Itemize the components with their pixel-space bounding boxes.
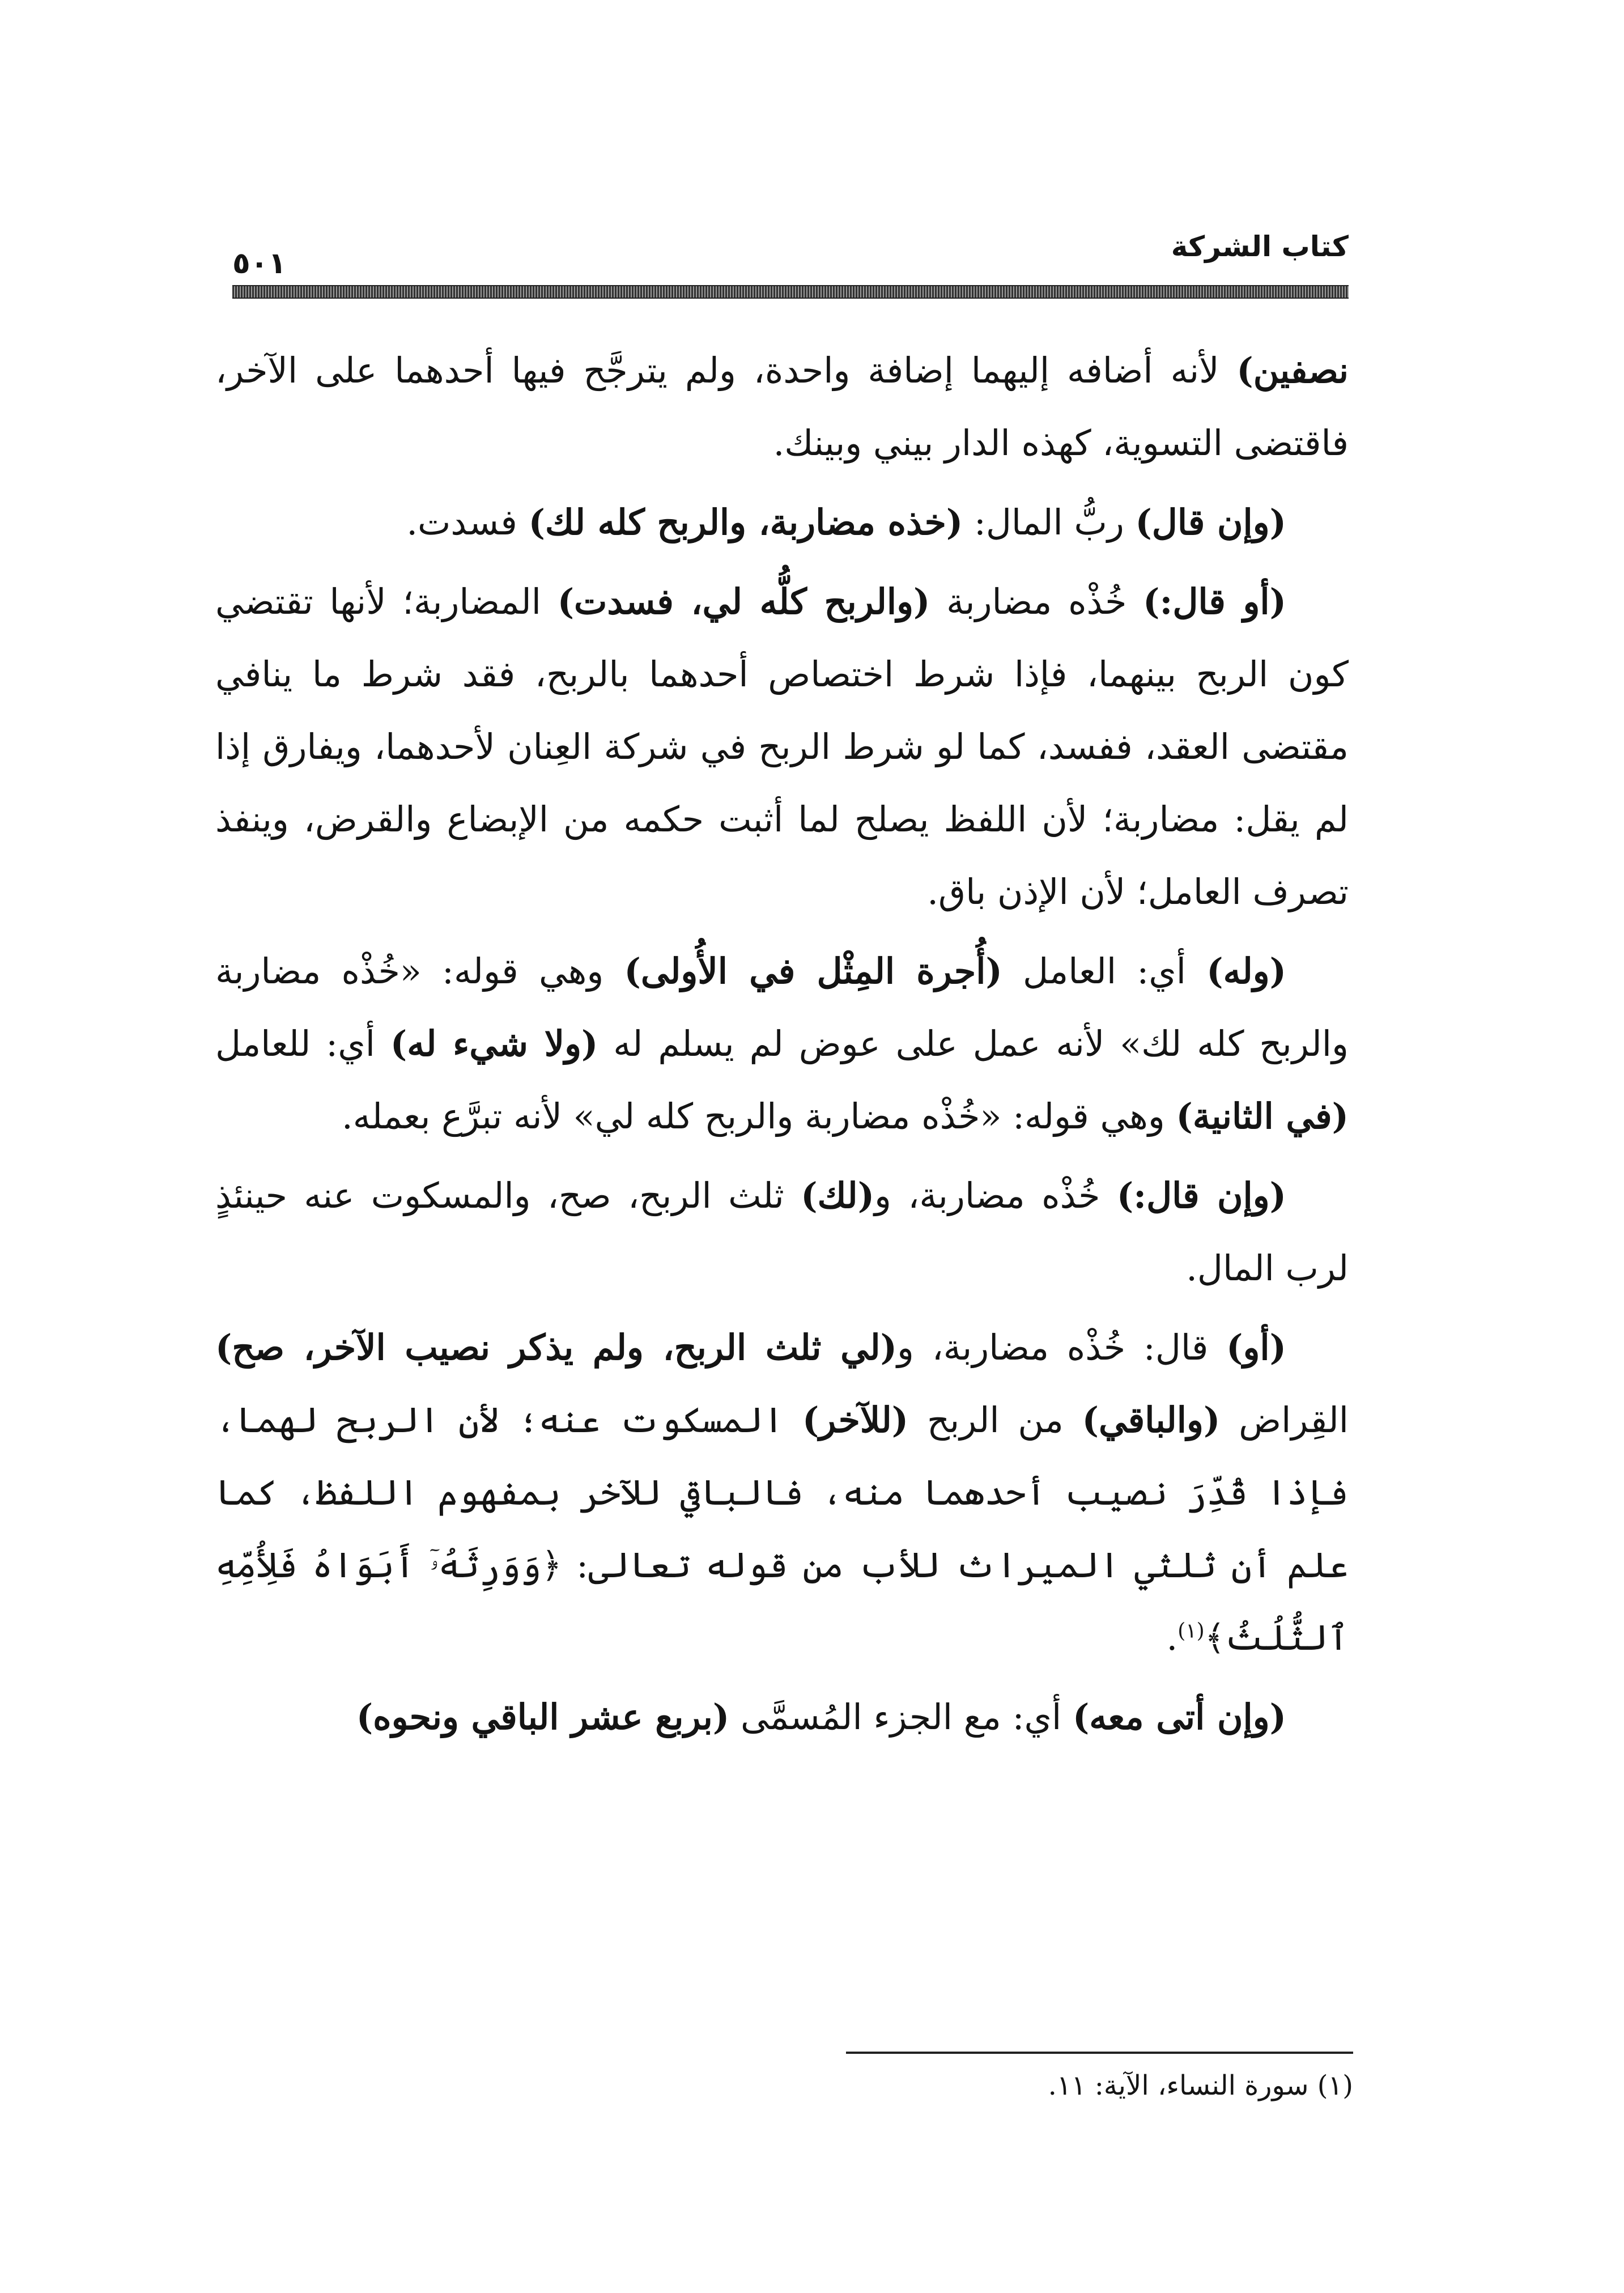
commentary-text: من الربح [908, 1399, 1082, 1441]
commentary-text: خُذْه مضاربة [930, 581, 1143, 622]
matn-text: نصفين) [1236, 350, 1349, 391]
commentary-text: فسدت. [406, 502, 529, 543]
matn-text: (خذه مضاربة، والربح كله لك) [528, 502, 963, 543]
book-title: كتاب الشركة [1171, 230, 1349, 263]
matn-text: (وإن قال) [1135, 502, 1286, 543]
commentary-text: أي: العامل [1002, 950, 1207, 992]
matn-text: (بربع عشر الباقي ونحوه) [356, 1696, 730, 1738]
main-text [215, 334, 1349, 1760]
paragraph [215, 566, 1349, 928]
paragraph [215, 334, 1349, 479]
commentary-text: وهي قوله: «خُذْه مضاربة والربح كله لك» لأنه عمل على عوض لم يسلم له [215, 950, 1349, 1064]
commentary-text: وهي قوله: «خُذْه مضاربة والربح كله لي» لأنه تبرَّع بعمله. [342, 1095, 1176, 1137]
matn-text: (وإن قال:) [1116, 1175, 1286, 1216]
commentary-text: المضاربة؛ لأنها تقتضي كون الربح بينهما، فإذا شرط اختصاص أحدهما بالربح، فقد شرط ما ينافي مقتضى العقد، ففسد، كما لو شرط الربح في شركة العِنان لأحدهما، ويفارق إذا لم يقل: مضاربة؛ لأن اللفظ يصلح لما أثبت حكمه من الإبضاع والقرض، وينفذ تصرف العامل؛ لأن الإذن باق. [215, 581, 1349, 912]
matn-text: (لي ثلث الربح، ولم يذكر نصيب الآخر، صح) [215, 1327, 898, 1368]
commentary-text: خُذْه مضاربة، و [874, 1175, 1117, 1216]
commentary-text: لأنه أضافه إليهما إضافة واحدة، ولم يترجَّح فيها أحدهما على الآخر، فاقتضى التسوية، كهذه الدار بيني وبينك. [215, 350, 1349, 464]
commentary-text: أي: مع الجزء المُسمَّى [729, 1696, 1073, 1738]
paragraph [215, 1311, 1349, 1674]
commentary-text: أي: للعامل [215, 1023, 390, 1064]
matn-text: (في الثانية) [1176, 1095, 1349, 1137]
commentary-text: القِراض [1220, 1399, 1349, 1441]
commentary-text: ربُّ المال: [963, 502, 1136, 543]
page-number: ٥٠١ [232, 247, 287, 281]
footnote: (١) سورة النساء، الآية: ١١. [1048, 2070, 1353, 2101]
footnote-marker: (١) [1177, 1619, 1205, 1643]
paragraph [215, 935, 1349, 1153]
matn-text: (والباقي) [1082, 1399, 1221, 1441]
matn-text: (وإن أتى معه) [1072, 1696, 1286, 1738]
paragraph [215, 1681, 1349, 1753]
commentary-text: ثلث الربح، صح، والمسكوت عنه حينئذٍ لرب المال. [215, 1175, 1349, 1289]
matn-text: (أو) [1226, 1327, 1286, 1368]
paragraph [215, 486, 1349, 559]
footnote-divider [846, 2052, 1353, 2054]
matn-text: (ولا شيء له) [390, 1023, 598, 1064]
matn-text: (أُجرة المِثْل في الأُولى) [624, 950, 1002, 992]
paragraph [215, 1160, 1349, 1305]
header-rule [232, 285, 1349, 299]
matn-text: (للآخر) [802, 1399, 909, 1441]
matn-text: (وله) [1206, 950, 1286, 992]
commentary-text: قال: خُذْه مضاربة، و [897, 1327, 1227, 1368]
page-header [232, 227, 1349, 300]
commentary-text: . [1166, 1617, 1178, 1658]
matn-text: (أو قال:) [1143, 581, 1286, 622]
matn-text: (لك) [801, 1175, 875, 1216]
commentary-text: المسكوت عنه؛ لأن الربح لهما، فإذا قُدِّرَ نصيب أحدهما منه، فالباقي للآخر بمفهوم اللفظ، كما علم أن ثلثي الميراث للأب من قوله تعالى: ﴿وَوَرِثَهُۥٓ أَبَوَاهُ فَلِأُمِّهِ ٱلثُّلُثُ﴾ [215, 1399, 1349, 1658]
matn-text: (والربح كلُّه لي، فسدت) [557, 581, 930, 622]
